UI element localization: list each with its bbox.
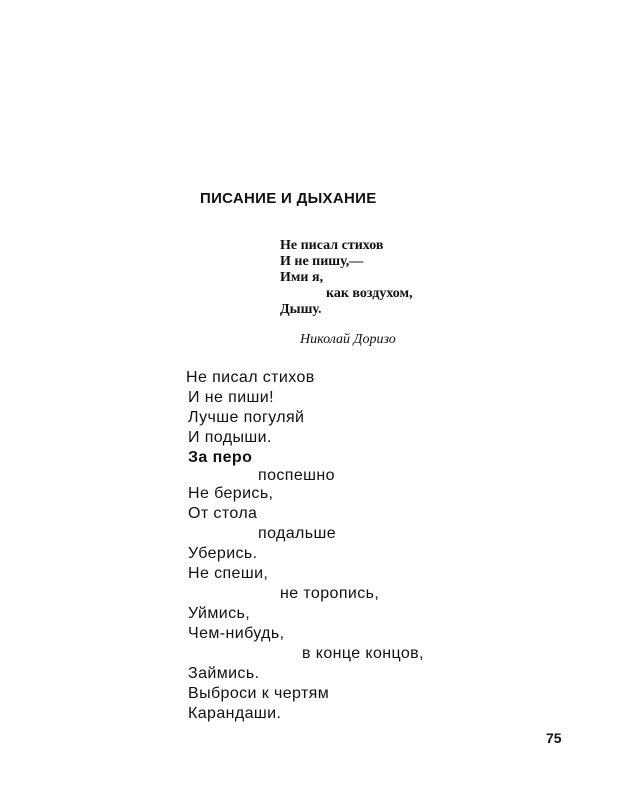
- poem-line: За перо: [188, 449, 253, 466]
- poem-title: ПИСАНИЕ И ДЫХАНИЕ: [200, 190, 377, 207]
- poem-line: Не берись,: [188, 485, 274, 502]
- poem-line: И не пиши!: [188, 389, 274, 406]
- page-number: 75: [546, 730, 562, 746]
- epigraph-line: Дышу.: [280, 302, 322, 317]
- poem-line: поспешно: [258, 467, 335, 484]
- poem-line: Займись.: [188, 665, 260, 682]
- poem-line: не торопись,: [280, 585, 380, 602]
- epigraph-line: Ими я,: [280, 270, 324, 285]
- poem-line: И подыши.: [188, 429, 272, 446]
- poem-line: Уберись.: [188, 545, 258, 562]
- poem-line: Карандаши.: [188, 705, 282, 722]
- poem-line: подальше: [258, 525, 337, 542]
- poem-line: Не писал стихов: [186, 369, 315, 386]
- poem-line: Не спеши,: [188, 565, 269, 582]
- poem-line: От стола: [188, 505, 258, 522]
- poem-line: Уймись,: [188, 605, 251, 622]
- epigraph-line: Не писал стихов: [280, 238, 384, 253]
- epigraph-line: И не пишу,—: [280, 254, 364, 269]
- epigraph-author: Николай Доризо: [300, 332, 396, 347]
- poem-line: Чем-нибудь,: [188, 625, 285, 642]
- epigraph-line: как воздухом,: [326, 286, 413, 301]
- poem-line: Лучше погуляй: [188, 409, 305, 426]
- poem-line: в конце концов,: [302, 645, 424, 662]
- poem-line: Выброси к чертям: [188, 685, 330, 702]
